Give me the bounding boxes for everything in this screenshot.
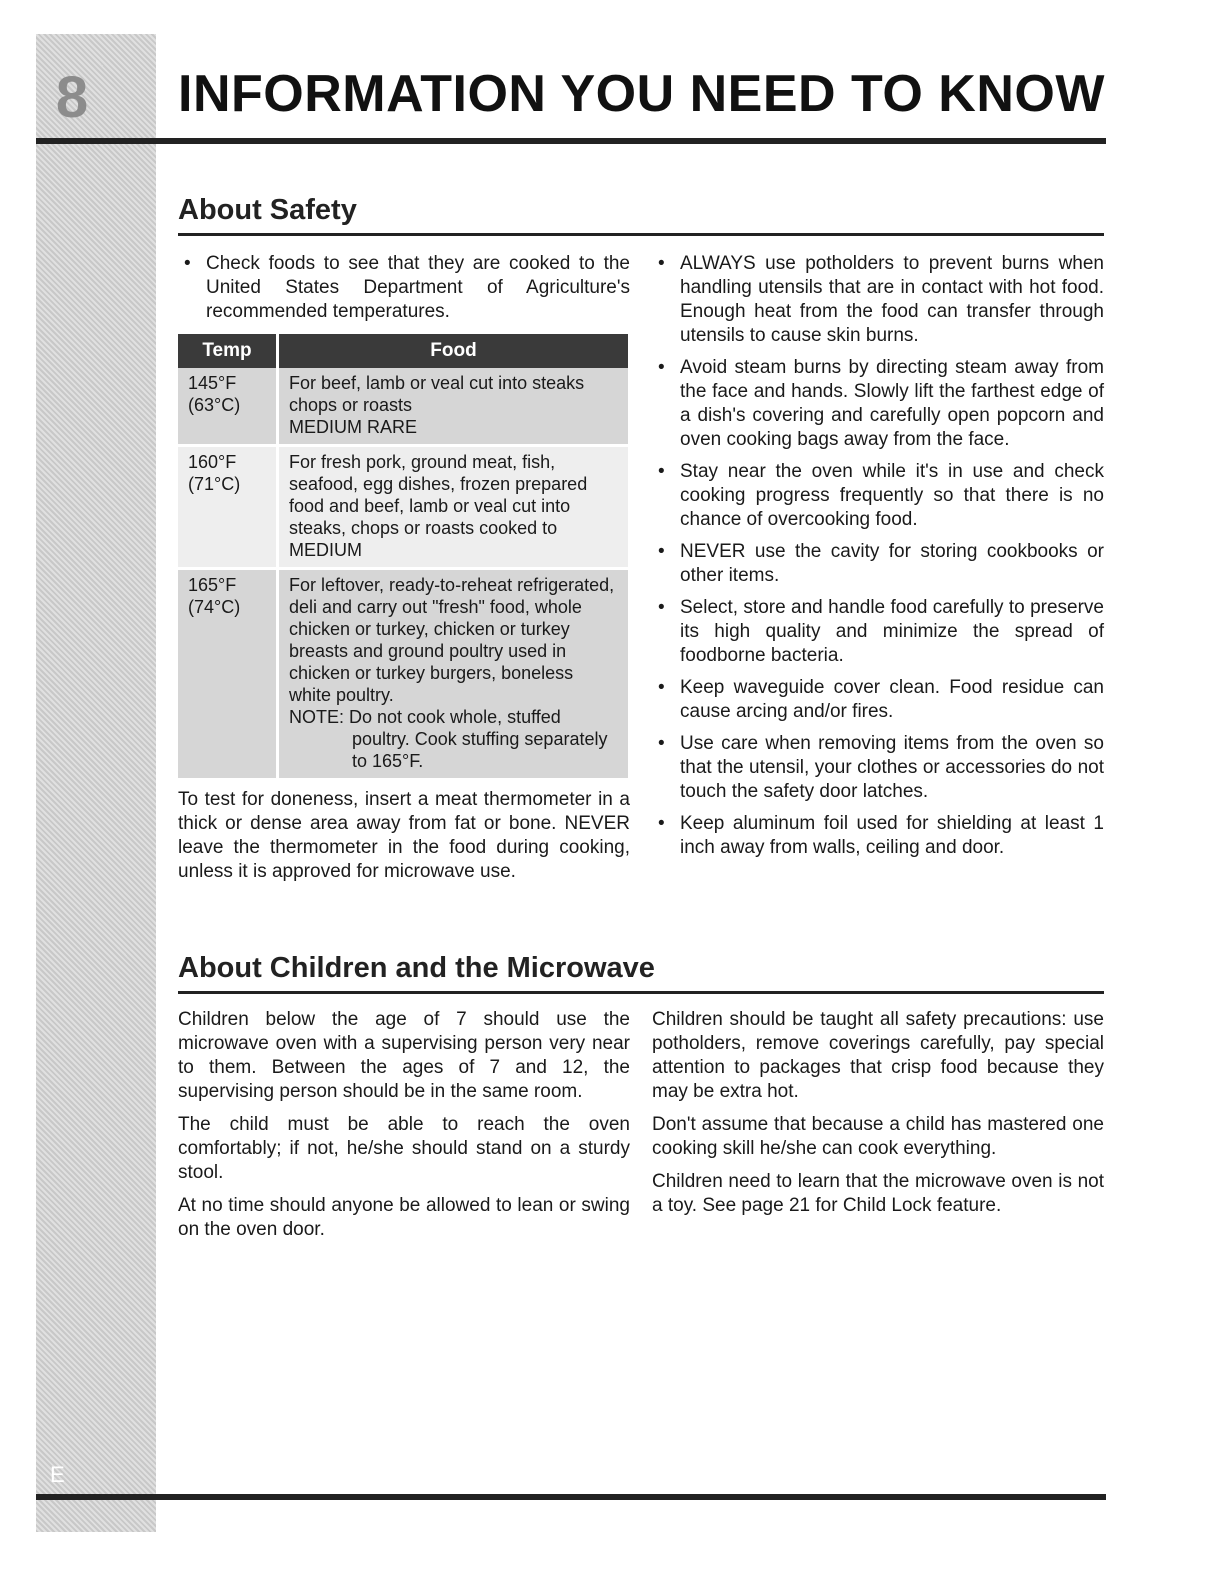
food-text: For leftover, ready-to-reheat refrigerated, deli and carry out "fresh" food, whole chicken or turkey, chicken or turkey breasts and ground poultry used in chicken or turkey burgers, boneless white poultry.: [289, 575, 615, 705]
temperature-table: [178, 334, 628, 778]
doneness-level: MEDIUM RARE: [289, 417, 418, 437]
list-item: • Use care when removing items from the oven so that the utensil, your clothes or accessories do not touch the safety door latches.: [652, 732, 1104, 804]
children-paragraph: Children need to learn that the microwave oven is not a toy. See page 21 for Child Lock feature.: [652, 1171, 1104, 1216]
temp-cell: [178, 368, 278, 446]
table-row: [178, 368, 628, 446]
temp-c: (63°C): [188, 395, 241, 415]
temp-cell: [178, 569, 278, 779]
doneness-paragraph: To test for doneness, insert a meat thermometer in a thick or dense area away from fat or bone. NEVER leave the thermometer in the food during cooking, unless it is approved for microwave use.: [178, 789, 630, 882]
table-row: [178, 446, 628, 569]
table-row: [178, 569, 628, 779]
footer-rule: [36, 1494, 1106, 1500]
food-text: For beef, lamb or veal cut into steaks chops or roasts: [289, 373, 585, 415]
sidebar-band: [36, 34, 156, 1532]
temp-header: Temp: [178, 334, 278, 368]
children-paragraph: The child must be able to reach the oven comfortably; if not, he/she should stand on a sturdy stool.: [178, 1114, 630, 1183]
children-paragraph: Don't assume that because a child has mastered one cooking skill he/she can cook everything.: [652, 1114, 1104, 1159]
list-item: • ALWAYS use potholders to prevent burns when handling utensils that are in contact with hot food. Enough heat from the food can transfer through utensils to cause skin burns.: [652, 252, 1104, 348]
food-cell: [278, 368, 629, 446]
children-heading: About Children and the Microwave: [178, 952, 655, 984]
temp-c: (71°C): [188, 474, 241, 494]
list-item: • Avoid steam burns by directing steam away from the face and hands. Slowly lift the farthest edge of a dish's covering and carefully open popcorn and oven cooking bags away from the face.: [652, 356, 1104, 452]
list-item: • Keep aluminum foil used for shielding at least 1 inch away from walls, ceiling and door.: [652, 812, 1104, 860]
doneness-level: MEDIUM: [289, 540, 362, 560]
temp-cell: [178, 446, 278, 569]
safety-right-column: [652, 252, 1104, 868]
children-paragraph: Children below the age of 7 should use the microwave oven with a supervising person very near to them. Between the ages of 7 and 12, the supervising person should be in the same room.: [178, 1009, 630, 1102]
safety-rule: [178, 233, 1104, 236]
page-number: 8: [55, 65, 89, 130]
children-rule: [178, 991, 1104, 994]
list-item: • Check foods to see that they are cooked to the United States Department of Agriculture's recommended temperatures.: [178, 252, 630, 324]
food-cell: [278, 446, 629, 569]
food-cell: [278, 569, 629, 779]
safety-left-column: [178, 252, 630, 893]
temp-f: 160°F: [188, 452, 237, 472]
safety-heading: About Safety: [178, 194, 357, 226]
temp-f: 145°F: [188, 373, 237, 393]
safety-bullet-list: [652, 252, 1104, 860]
food-text: For fresh pork, ground meat, fish, seafood, egg dishes, frozen prepared food and beef, lamb or veal cut into steaks, chops or roasts cooked to: [289, 452, 588, 538]
children-left-column: [178, 1008, 630, 1251]
list-item: • Select, store and handle food carefully to preserve its high quality and minimize the spread of foodborne bacteria.: [652, 596, 1104, 668]
children-paragraph: Children should be taught all safety precautions: use potholders, remove coverings carefully, pay special attention to packages that crisp food because they may be extra hot.: [652, 1009, 1104, 1102]
list-item: • Keep waveguide cover clean. Food residue can cause arcing and/or fires.: [652, 676, 1104, 724]
language-tab: E: [50, 1462, 65, 1487]
temp-c: (74°C): [188, 597, 241, 617]
children-right-column: [652, 1008, 1104, 1227]
poultry-note: NOTE: Do not cook whole, stuffed poultry. Cook stuffing separately to 165°F.: [289, 707, 608, 771]
children-paragraph: At no time should anyone be allowed to lean or swing on the oven door.: [178, 1195, 630, 1240]
food-header: Food: [278, 334, 629, 368]
list-item: • NEVER use the cavity for storing cookbooks or other items.: [652, 540, 1104, 588]
title-rule: [36, 138, 1106, 144]
list-item: • Stay near the oven while it's in use and check cooking progress frequently so that there is no chance of overcooking food.: [652, 460, 1104, 532]
safety-intro-list: [178, 252, 630, 324]
page-title: INFORMATION YOU NEED TO KNOW: [178, 65, 1105, 123]
temp-f: 165°F: [188, 575, 237, 595]
